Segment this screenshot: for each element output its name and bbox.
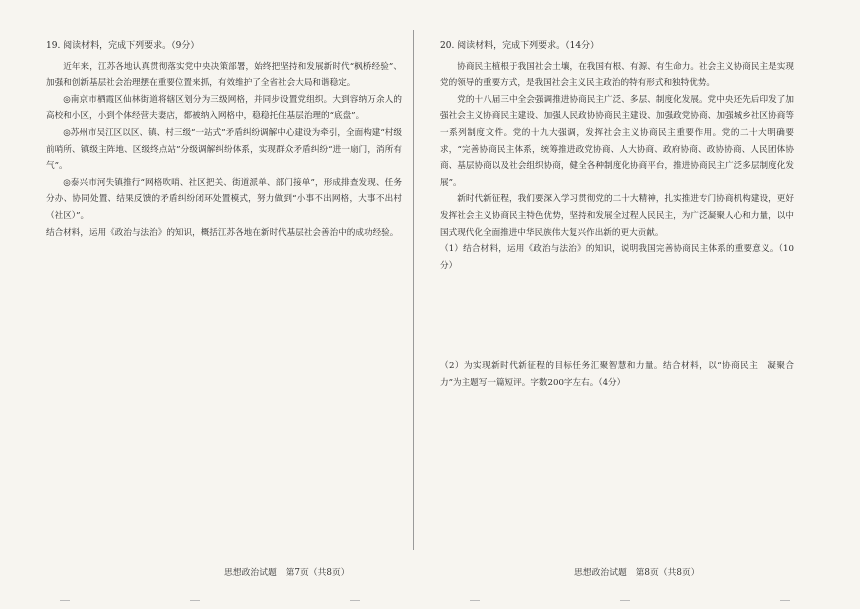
question-20-heading: 20. 阅读材料，完成下列要求。（14分）: [440, 41, 600, 51]
scan-edge-mark: [60, 600, 70, 601]
scan-edge-mark: [620, 600, 630, 601]
page-footer-7: 思想政治试题 第7页（共8页）: [224, 568, 350, 578]
q20-material-3: 新时代新征程，我们要深入学习贯彻党的二十大精神，扎实推进专门协商机构建设，更好发挥社会主义协商民主特色优势，坚持和发展全过程人民民主，为广泛凝聚人心和力量，以中国式现代化全面推进中华民族伟大复兴作出新的更大贡献。: [440, 194, 794, 238]
q20-subquestion-2: （2）为实现新时代新征程的目标任务汇聚智慧和力量。结合材料，以“协商民主 凝聚合力”为主题写一篇短评。字数200字左右。（4分）: [440, 361, 794, 388]
q19-task: 结合材料，运用《政治与法治》的知识，概括江苏各地在新时代基层社会善治中的成功经验。: [46, 227, 399, 238]
left-column: [46, 38, 402, 241]
q20-material-2: 党的十八届三中全会强调推进协商民主广泛、多层、制度化发展。党中央还先后印发了加强社会主义协商民主建设、加强人民政协协商民主建设、加强政党协商、加强城乡社区协商等一系列制度文件。党的十九大强调，发挥社会主义协商民主重要作用。党的二十大明确要求，“完善协商民主体系，统筹推进政党协商、人大协商、政府协商、政协协商、人民团体协商、基层协商以及社会组织协商，健全各种制度化协商平台，推进协商民主广泛多层制度化发展”。: [440, 94, 794, 188]
q19-material-nanjing: ◎南京市栖霞区仙林街道将辖区划分为三级网格，并同步设置党组织。大到容纳万余人的高校和小区，小到个体经营夫妻店，都被纳入网格中，稳稳托住基层治理的“底盘”。: [46, 94, 402, 122]
page-footer-8: 思想政治试题 第8页（共8页）: [574, 568, 700, 578]
scan-edge-mark: [190, 600, 200, 601]
scan-edge-mark: [470, 600, 480, 601]
q20-material-1: 协商民主植根于我国社会土壤，在我国有根、有源、有生命力。社会主义协商民主是实现党的领导的重要方式，是我国社会主义民主政治的特有形式和独特优势。: [440, 61, 794, 89]
page-divider: [413, 30, 414, 550]
q20-subquestion-1: （1）结合材料，运用《政治与法治》的知识，说明我国完善协商民主体系的重要意义。（10分）: [440, 244, 794, 271]
q19-material-suzhou: ◎苏州市吴江区以区、镇、村三级“一站式”矛盾纠纷调解中心建设为牵引，全面构建“村级前哨所、镇级主阵地、区级终点站”分级调解纠纷体系，实现群众矛盾纠纷“进一扇门，消所有气”。: [46, 127, 402, 172]
right-column: [440, 38, 794, 392]
question-19-heading: 19. 阅读材料，完成下列要求。（9分）: [46, 41, 200, 51]
answer-space: [440, 274, 794, 358]
scan-edge-mark: [350, 600, 360, 601]
scan-edge-mark: [780, 600, 790, 601]
q19-material-taixing: ◎泰兴市河失镇推行“网格吹哨、社区把关、街道派单、部门接单”，形成排查发现、任务分办、协同处置、结果反馈的矛盾纠纷闭环处置模式，努力做到“小事不出网格，大事不出村（社区）”。: [46, 177, 402, 221]
q19-material-intro: 近年来，江苏各地认真贯彻落实党中央决策部署，始终把坚持和发展新时代“枫桥经验”、加强和创新基层社会治理摆在重要位置来抓，有效维护了全省社会大局和谐稳定。: [46, 61, 402, 89]
